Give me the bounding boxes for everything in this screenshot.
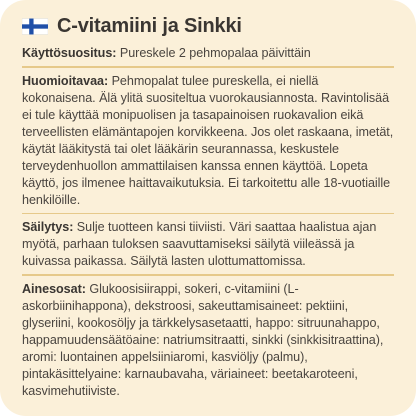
- usage-section: [22, 45, 394, 62]
- usage-label: Käyttösuositus:: [22, 46, 117, 60]
- section-divider: [22, 274, 394, 276]
- section-divider: [22, 213, 394, 215]
- section-divider: [22, 66, 394, 68]
- notes-label: Huomioitavaa:: [22, 73, 109, 88]
- usage-text: Pureskele 2 pehmopalaa päivittäin: [116, 46, 311, 60]
- storage-text: Sulje tuotteen kansi tiiviisti. Väri saattaa haalistua ajan myötä, parhaan tuloksen saavuttamiseksi säilytä viileässä ja kuivassa paikassa. Säilytä lasten ulottumattomissa.: [22, 220, 377, 268]
- storage-label: Säilytys:: [22, 220, 74, 234]
- product-title: C-vitamiini ja Sinkki: [57, 15, 242, 37]
- notes-section: [22, 73, 394, 209]
- ingredients-text: Glukoosisiirappi, sokeri, c-vitamiini (L-askorbiinihappona), dekstroosi, sakeuttamisaineet: pektiini, glyseriini, kookosöljy ja tärkkelysasetaatti, happo: sitruunahappo, happamuudensäätöaine: natriumsitraatti, sinkki (sinkkisitraattina), aromi: luontainen appelsiiniaromi, kasviöljy (palmu), pintakäsittelyaine: karnaubavaha, väriaineet: beetakaroteeni, kasvimehutiiviste.: [22, 281, 384, 398]
- storage-section: [22, 219, 394, 270]
- ingredients-label: Ainesosat:: [22, 281, 86, 296]
- title-row: [22, 14, 394, 38]
- notes-text: Pehmopalat tulee pureskella, ei niellä kokonaisena. Älä ylitä suositeltua vuorokausiannosta. Ravintolisää ei tule käyttää monipuolisen ja tasapainoisen ruokavalion eikä terveellisten elämäntapojen korvikkeena. Jos olet raskaana, imetät, käytät lääkitystä tai olet lääkärin seurannassa, keskustele terveydenhuollon ammattilaisen kanssa ennen käyttöä. Lopeta käyttö, jos ilmenee haittavaikutuksia. Ei tarkoitettu alle 18-vuotiaille henkilöille.: [22, 73, 394, 207]
- ingredients-section: [22, 281, 394, 400]
- finland-flag-icon: [22, 18, 48, 35]
